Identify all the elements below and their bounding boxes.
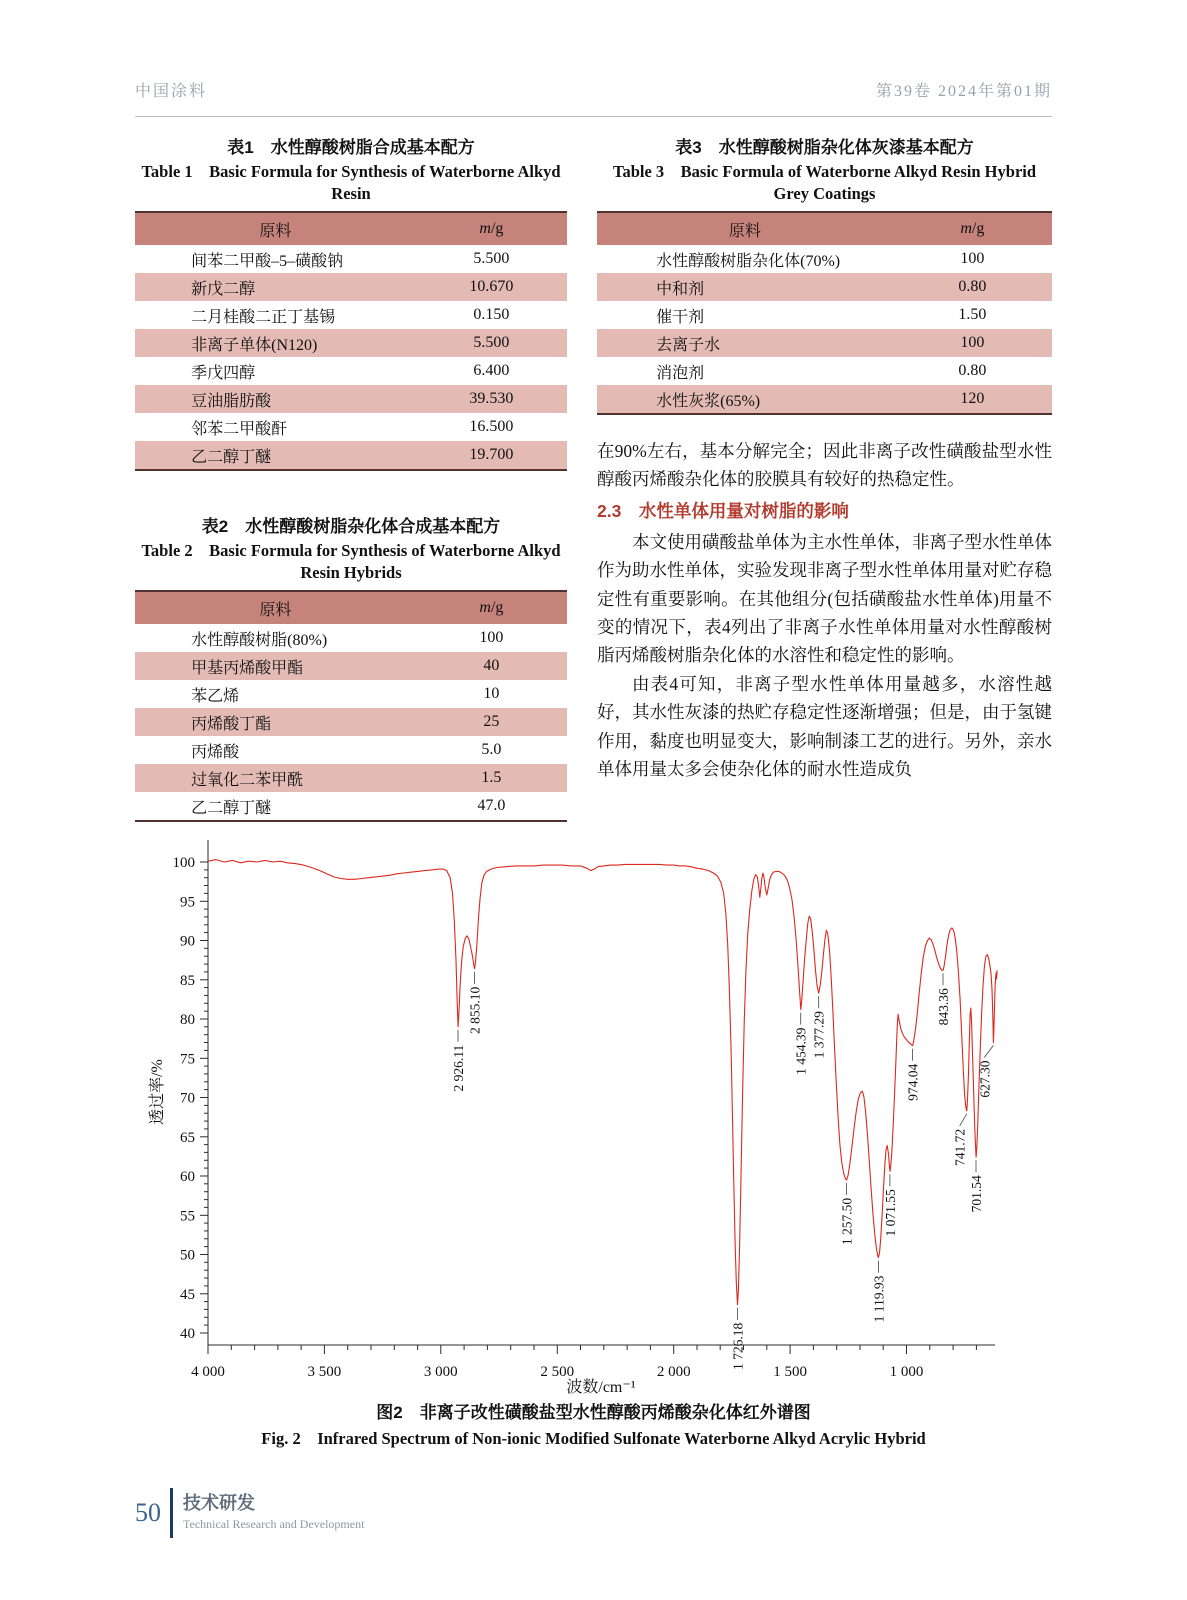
svg-text:2 500: 2 500 (540, 1364, 575, 1380)
footer-section-zh: 技术研发 (183, 1493, 255, 1513)
table-row (135, 792, 567, 821)
table2-title-zh: 表2 水性醇酸树脂杂化体合成基本配方 (201, 517, 501, 536)
peak-wavenumber-label: 2 926.11 (451, 1044, 466, 1092)
ingredient-name: 甲基丙烯酸甲酯 (191, 659, 304, 677)
ingredient-amount: 19.700 (469, 446, 514, 463)
table-row (135, 708, 567, 736)
table1-title-zh: 表1 水性醇酸树脂合成基本配方 (227, 138, 475, 157)
table-header-row (135, 212, 567, 245)
ingredient-amount: 0.150 (473, 306, 510, 323)
ingredient-amount: 100 (479, 629, 504, 646)
y-tick-labels (173, 855, 196, 1342)
ingredient-amount: 100 (960, 250, 985, 267)
figure-2-block (0, 820, 1187, 1405)
ingredient-amount: 10 (483, 685, 500, 702)
ingredient-name: 乙二醇丁醚 (191, 448, 272, 466)
ingredient-amount: 100 (960, 334, 985, 351)
ingredient-name: 非离子单体(N120) (191, 336, 318, 354)
col-header-mass (416, 591, 567, 624)
svg-text:65: 65 (180, 1129, 195, 1146)
svg-text:75: 75 (180, 1051, 195, 1068)
svg-text:90: 90 (180, 933, 195, 950)
svg-text:2 000: 2 000 (656, 1364, 691, 1380)
svg-text:60: 60 (180, 1169, 195, 1185)
table-row (597, 357, 1052, 385)
ingredient-amount: 6.400 (473, 362, 510, 379)
journal-name: 中国涂料 (135, 83, 208, 100)
mass-symbol: m (479, 599, 491, 616)
svg-text:95: 95 (180, 894, 195, 911)
figure-caption-zh: 图2 非离子改性磺酸盐型水性醇酸丙烯酸杂化体红外谱图 (376, 1403, 811, 1422)
table-row (597, 329, 1052, 357)
peak-wavenumber-label: 741.72 (952, 1128, 968, 1166)
ingredient-name: 中和剂 (656, 280, 705, 298)
ingredient-name: 新戊二醇 (191, 280, 256, 298)
ingredient-amount: 5.500 (473, 334, 510, 351)
ingredient-name: 豆油脂肪酸 (191, 392, 272, 410)
table-row (597, 245, 1052, 273)
svg-text:40: 40 (180, 1326, 195, 1342)
table-row (135, 736, 567, 764)
table2 (135, 590, 567, 822)
issue-info: 第39卷 2024年第01期 (875, 83, 1052, 100)
left-column (135, 136, 567, 822)
mass-symbol: m (479, 220, 491, 237)
peak-wavenumber-label: 2 855.10 (467, 986, 483, 1035)
ingredient-name: 过氧化二苯甲酰 (191, 771, 304, 789)
table-row (597, 385, 1052, 414)
table-row (135, 385, 567, 413)
svg-text:85: 85 (180, 972, 195, 989)
svg-text:50: 50 (180, 1247, 195, 1264)
footer-divider (170, 1488, 173, 1538)
table1 (135, 211, 567, 471)
ingredient-amount: 1.5 (481, 769, 502, 786)
peak-wavenumber-label: 1 119.93 (871, 1275, 887, 1323)
ingredient-name: 邻苯二甲酸酐 (191, 420, 288, 438)
svg-text:1 000: 1 000 (889, 1364, 924, 1380)
ingredient-amount: 39.530 (469, 390, 514, 407)
table-row (135, 357, 567, 385)
table-row (135, 680, 567, 708)
col-header-material: 原料 (135, 212, 416, 245)
table2-title-en: Table 2 Basic Formula for Synthesis of Waterborne Alkyd Resin Hybrids (141, 541, 561, 582)
col-header-material: 原料 (135, 591, 416, 624)
right-column (597, 136, 1052, 783)
ingredient-amount: 25 (483, 713, 500, 730)
ingredient-name: 二月桂酸二正丁基锡 (191, 308, 336, 326)
table2-body (135, 624, 567, 821)
table3-title-zh: 表3 水性醇酸树脂杂化体灰漆基本配方 (675, 138, 974, 157)
paragraph: 由表4可知，非离子型水性单体用量越多，水溶性越好，其水性灰漆的热贮存稳定性逐渐增强；但是，由于氢键作用，黏度也明显变大，影响制漆工艺的进行。另外，亲水单体用量太多会使杂化体的耐水性造成负 (597, 673, 1052, 780)
svg-text:55: 55 (180, 1208, 195, 1225)
ingredient-name: 消泡剂 (656, 364, 705, 382)
peak-wavenumber-label: 627.30 (977, 1060, 993, 1098)
peak-wavenumber-label: 701.54 (969, 1175, 984, 1213)
table-row (135, 329, 567, 357)
ingredient-name: 催干剂 (656, 308, 705, 326)
ingredient-amount: 1.50 (958, 306, 987, 323)
peak-wavenumber-label: 974.04 (905, 1063, 921, 1101)
x-axis-title: 波数/cm⁻¹ (566, 1379, 636, 1396)
peak-wavenumber-label: 1 071.55 (882, 1189, 898, 1237)
ingredient-amount: 10.670 (469, 278, 514, 295)
x-tick-labels (191, 1364, 923, 1380)
ingredient-amount: 5.0 (481, 741, 502, 758)
paragraph: 在90%左右，基本分解完全；因此非离子改性磺酸盐型水性醇酸丙烯酸杂化体的胶膜具有较好的热稳定性。 (597, 441, 1052, 490)
peak-wavenumber-label: 1 454.39 (793, 1027, 809, 1075)
table-row (135, 245, 567, 273)
mass-unit: /g (490, 220, 504, 237)
table3 (597, 211, 1052, 415)
peak-wavenumber-label: 1 726.18 (730, 1322, 746, 1370)
ingredient-amount: 47.0 (477, 797, 506, 814)
ingredient-amount: 120 (960, 390, 985, 407)
ingredient-name: 水性灰浆(65%) (656, 392, 761, 410)
ingredient-name: 水性醇酸树脂杂化体(70%) (656, 252, 841, 270)
table-row (135, 652, 567, 680)
svg-text:3 000: 3 000 (423, 1364, 458, 1380)
table1-title-en: Table 1 Basic Formula for Synthesis of Waterborne Alkyd Resin (141, 162, 561, 203)
table-row (135, 273, 567, 301)
mass-symbol: m (960, 220, 972, 237)
table1-body (135, 245, 567, 470)
svg-text:4 000: 4 000 (191, 1364, 225, 1380)
mass-unit: /g (971, 220, 985, 237)
ingredient-name: 丙烯酸 (191, 743, 240, 761)
ir-spectrum-chart (0, 820, 1187, 1400)
peak-labels (451, 972, 993, 1370)
ingredient-name: 丙烯酸丁酯 (191, 715, 272, 733)
svg-text:70: 70 (180, 1090, 195, 1107)
mass-unit: /g (490, 599, 504, 616)
ingredient-name: 去离子水 (656, 336, 721, 354)
svg-text:1 500: 1 500 (773, 1364, 807, 1380)
y-axis-title: 透过率/% (149, 1059, 166, 1125)
svg-text:80: 80 (180, 1012, 195, 1028)
table-row (135, 413, 567, 441)
ingredient-amount: 0.80 (958, 278, 987, 295)
table-row (597, 273, 1052, 301)
table-header-row (135, 591, 567, 624)
ingredient-name: 乙二醇丁醚 (191, 799, 272, 817)
page-footer (135, 1488, 364, 1538)
table-row (597, 301, 1052, 329)
table3-body (597, 245, 1052, 414)
ingredient-name: 苯乙烯 (191, 687, 240, 705)
table1-block (135, 136, 567, 471)
col-header-mass (893, 212, 1052, 245)
article-text (597, 437, 1052, 783)
svg-text:100: 100 (172, 855, 195, 871)
table3-block (597, 136, 1052, 415)
table-row (135, 764, 567, 792)
ingredient-name: 水性醇酸树脂(80%) (191, 631, 328, 649)
ingredient-amount: 0.80 (958, 362, 987, 379)
table-row (135, 301, 567, 329)
ingredient-amount: 5.500 (473, 250, 510, 267)
svg-text:45: 45 (180, 1286, 195, 1303)
table3-title-en: Table 3 Basic Formula of Waterborne Alkyd Resin Hybrid Grey Coatings (612, 162, 1037, 203)
header-rule (135, 116, 1052, 117)
page-number: 50 (135, 1498, 161, 1527)
table-header-row (597, 212, 1052, 245)
ingredient-name: 季戊四醇 (191, 364, 256, 382)
page-header (135, 78, 1052, 101)
footer-section (183, 1488, 364, 1533)
footer-section-en: Technical Research and Development (183, 1517, 365, 1531)
peak-wavenumber-label: 1 257.50 (839, 1197, 855, 1246)
peak-wavenumber-label: 1 377.29 (811, 1011, 827, 1059)
svg-text:3 500: 3 500 (307, 1364, 342, 1380)
peak-wavenumber-label: 843.36 (936, 988, 951, 1026)
table-row (135, 624, 567, 652)
figure-2-captions (0, 1399, 1187, 1452)
ir-curve (208, 860, 997, 1305)
section-heading-2-3: 2.3 水性单体用量对树脂的影响 (597, 500, 849, 521)
table-row (135, 441, 567, 470)
col-header-mass (416, 212, 567, 245)
ingredient-amount: 40 (483, 657, 500, 674)
col-header-material: 原料 (597, 212, 893, 245)
figure-caption-en: Fig. 2 Infrared Spectrum of Non-ionic Modified Sulfonate Waterborne Alkyd Acrylic Hybrid (261, 1429, 926, 1448)
paragraph: 本文使用磺酸盐单体为主水性单体，非离子型水性单体作为助水性单体，实验发现非离子型水性单体用量对贮存稳定性有重要影响。在其他组分(包括磺酸盐水性单体)用量不变的情况下，表4列出了非离子水性单体用量对水性醇酸树脂丙烯酸树脂杂化体的水溶性和稳定性的影响。 (597, 531, 1052, 666)
ingredient-name: 间苯二甲酸–5–磺酸钠 (191, 252, 344, 270)
table2-block (135, 515, 567, 822)
ingredient-amount: 16.500 (469, 418, 514, 435)
